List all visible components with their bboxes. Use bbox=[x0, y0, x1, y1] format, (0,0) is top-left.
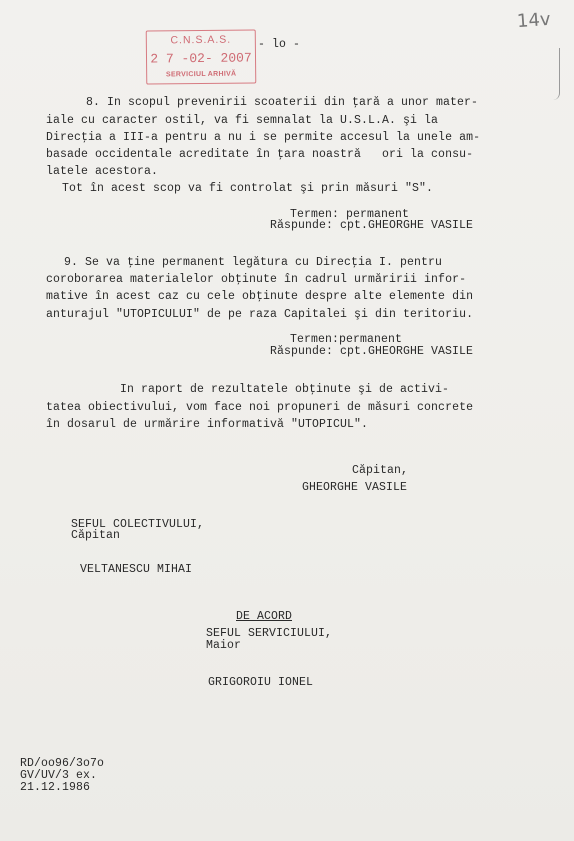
term2-termen: Termen:permanent bbox=[290, 333, 403, 346]
stamp-org: C.N.S.A.S. bbox=[170, 33, 232, 47]
p9-line-4: anturajul "UTOPICULUI" de pe raza Capitalei şi din teritoriu. bbox=[46, 308, 474, 321]
p8-line-6: Tot în acest scop va fi controlat şi prin măsuri "S". bbox=[62, 182, 434, 195]
term2-raspunde: Răspunde: cpt.GHEORGHE VASILE bbox=[270, 345, 474, 358]
approval-rank: Maior bbox=[206, 639, 242, 652]
signature1-name: GHEORGHE VASILE bbox=[302, 481, 408, 494]
reference-line-1: RD/oo96/3o7o bbox=[20, 757, 105, 770]
signature2-name: VELTANESCU MIHAI bbox=[80, 563, 193, 576]
p8-line-2: iale cu caracter ostil, va fi semnalat la U.S.L.A. şi la bbox=[46, 114, 439, 127]
closing-line-3: în dosarul de urmărire informativă "UTOPICUL". bbox=[46, 418, 369, 431]
page-number: - lo - bbox=[258, 38, 301, 51]
signature2-rank: Căpitan bbox=[71, 529, 121, 542]
closing-line-1: In raport de rezultatele obţinute şi de activi- bbox=[120, 383, 450, 396]
stamp-date: 2 7 -02- 2007 bbox=[150, 50, 252, 67]
closing-line-2: tatea obiectivului, vom face noi propuneri de măsuri concrete bbox=[46, 401, 474, 414]
p8-line-5: latele acestora. bbox=[46, 165, 159, 178]
p8-line-4: basade occidentale acreditate în ţara noastră ori la consu- bbox=[46, 148, 474, 161]
approval-name: GRIGOROIU IONEL bbox=[208, 676, 314, 689]
term1-raspunde: Răspunde: cpt.GHEORGHE VASILE bbox=[270, 219, 474, 232]
approval-heading: DE ACORD bbox=[236, 610, 293, 623]
signature1-rank: Căpitan, bbox=[352, 464, 409, 477]
reference-line-2: GV/UV/3 ex. bbox=[20, 769, 98, 782]
signature2-title: SEFUL COLECTIVULUI, bbox=[71, 518, 205, 531]
page-edge-mark bbox=[553, 48, 560, 100]
stamp-dept: SERVICIUL ARHIVĂ bbox=[165, 70, 237, 79]
archive-stamp bbox=[146, 29, 257, 84]
p9-line-2: coroborarea materialelor obţinute în cadrul urmăririi infor- bbox=[46, 273, 467, 286]
p9-line-1: 9. Se va ţine permanent legătura cu Direcţia I. pentru bbox=[64, 256, 443, 269]
p8-line-1: 8. In scopul prevenirii scoaterii din ţară a unor mater- bbox=[86, 96, 479, 109]
reference-line-3: 21.12.1986 bbox=[20, 781, 91, 794]
p8-line-3: Direcţia a III-a pentru a nu i se permite accesul la unele am- bbox=[46, 131, 481, 144]
folio-number: 14v bbox=[516, 8, 552, 33]
approval-title: SEFUL SERVICIULUI, bbox=[206, 627, 333, 640]
p9-line-3: mative în acest caz cu cele obţinute despre alte elemente din bbox=[46, 290, 474, 303]
term1-termen: Termen: permanent bbox=[290, 208, 410, 221]
